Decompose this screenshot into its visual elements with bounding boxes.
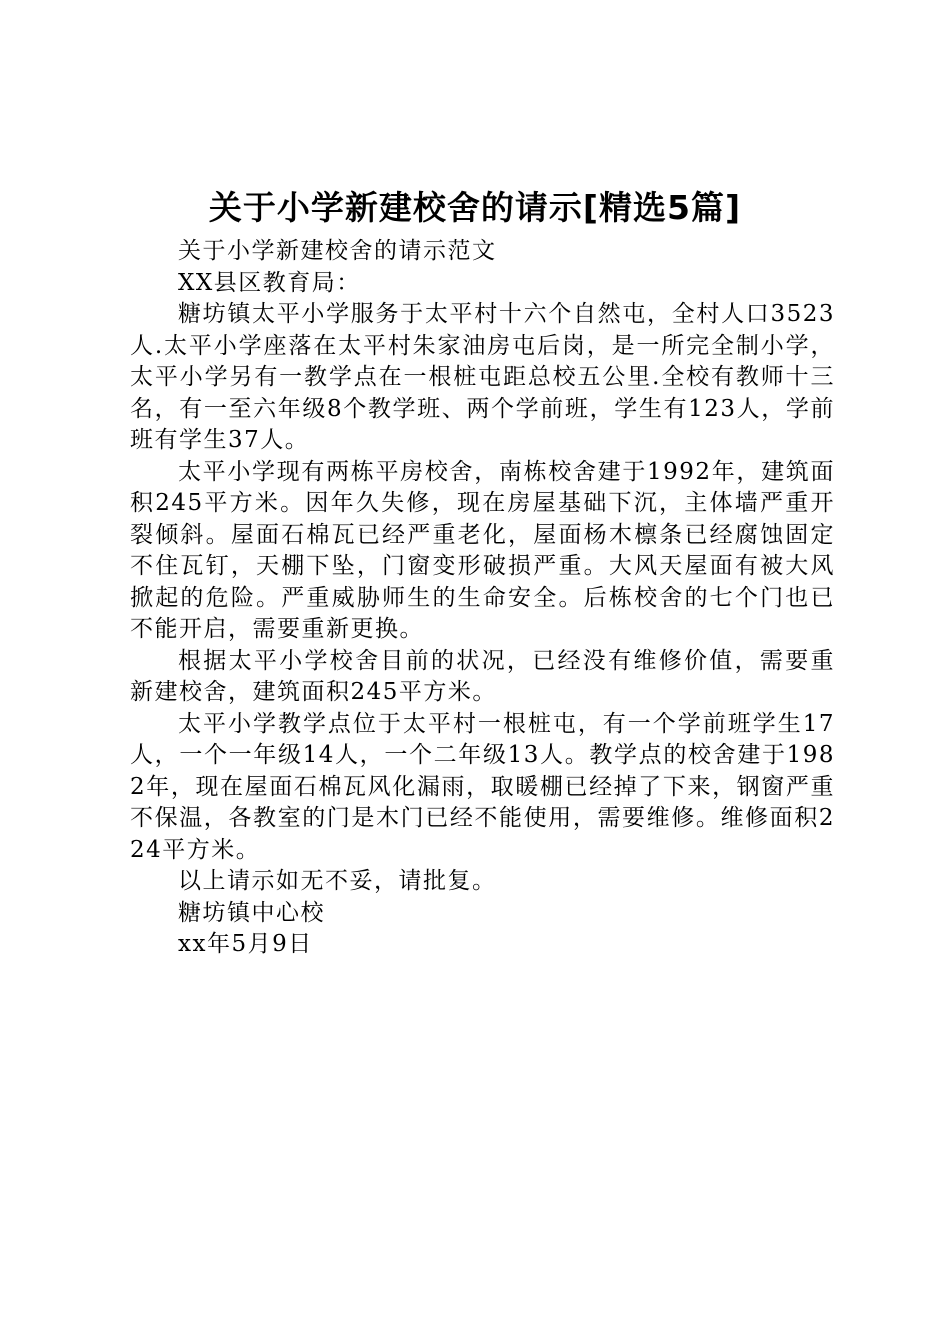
signature: 糖坊镇中心校 <box>178 899 325 926</box>
paragraph-4: 太平小学教学点位于太平村一根桩屯，有一个学前班学生17人，一个一年级14人，一个二年级13人。教学点的校舍建于1982年，现在屋面石棉瓦风化漏雨，取暖棚已经掉了下来，钢窗严重不保温，各教室的门是木门已经不能使用，需要维修。维修面积224平方米。 <box>130 710 835 863</box>
closing-line: 以上请示如无不妥，请批复。 <box>178 868 497 894</box>
document-body <box>130 236 835 961</box>
document-subtitle: 关于小学新建校舍的请示范文 <box>178 238 497 264</box>
paragraph-1: 糖坊镇太平小学服务于太平村十六个自然屯，全村人口3523人.太平小学座落在太平村朱家油房屯后岗，是一所完全制小学，太平小学另有一教学点在一根桩屯距总校五公里.全校有教师十三名，有一至六年级8个教学班、两个学前班，学生有123人，学前班有学生37人。 <box>130 301 835 453</box>
paragraph-3: 根据太平小学校舍目前的状况，已经没有维修价值，需要重新建校舍，建筑面积245平方米。 <box>130 647 835 705</box>
document-title: 关于小学新建校舍的请示[精选5篇] <box>208 188 742 227</box>
addressee: XX县区教育局： <box>178 269 361 296</box>
paragraph-2: 太平小学现有两栋平房校舍，南栋校舍建于1992年，建筑面积245平方米。因年久失修，现在房屋基础下沉，主体墙严重开裂倾斜。屋面石棉瓦已经严重老化，屋面杨木檩条已经腐蚀固定不住瓦钉，天棚下坠，门窗变形破损严重。大风天屋面有被大风掀起的危险。严重威胁师生的生命安全。后栋校舍的七个门也已不能开启，需要重新更换。 <box>130 458 835 642</box>
document-date: xx年5月9日 <box>178 931 313 957</box>
